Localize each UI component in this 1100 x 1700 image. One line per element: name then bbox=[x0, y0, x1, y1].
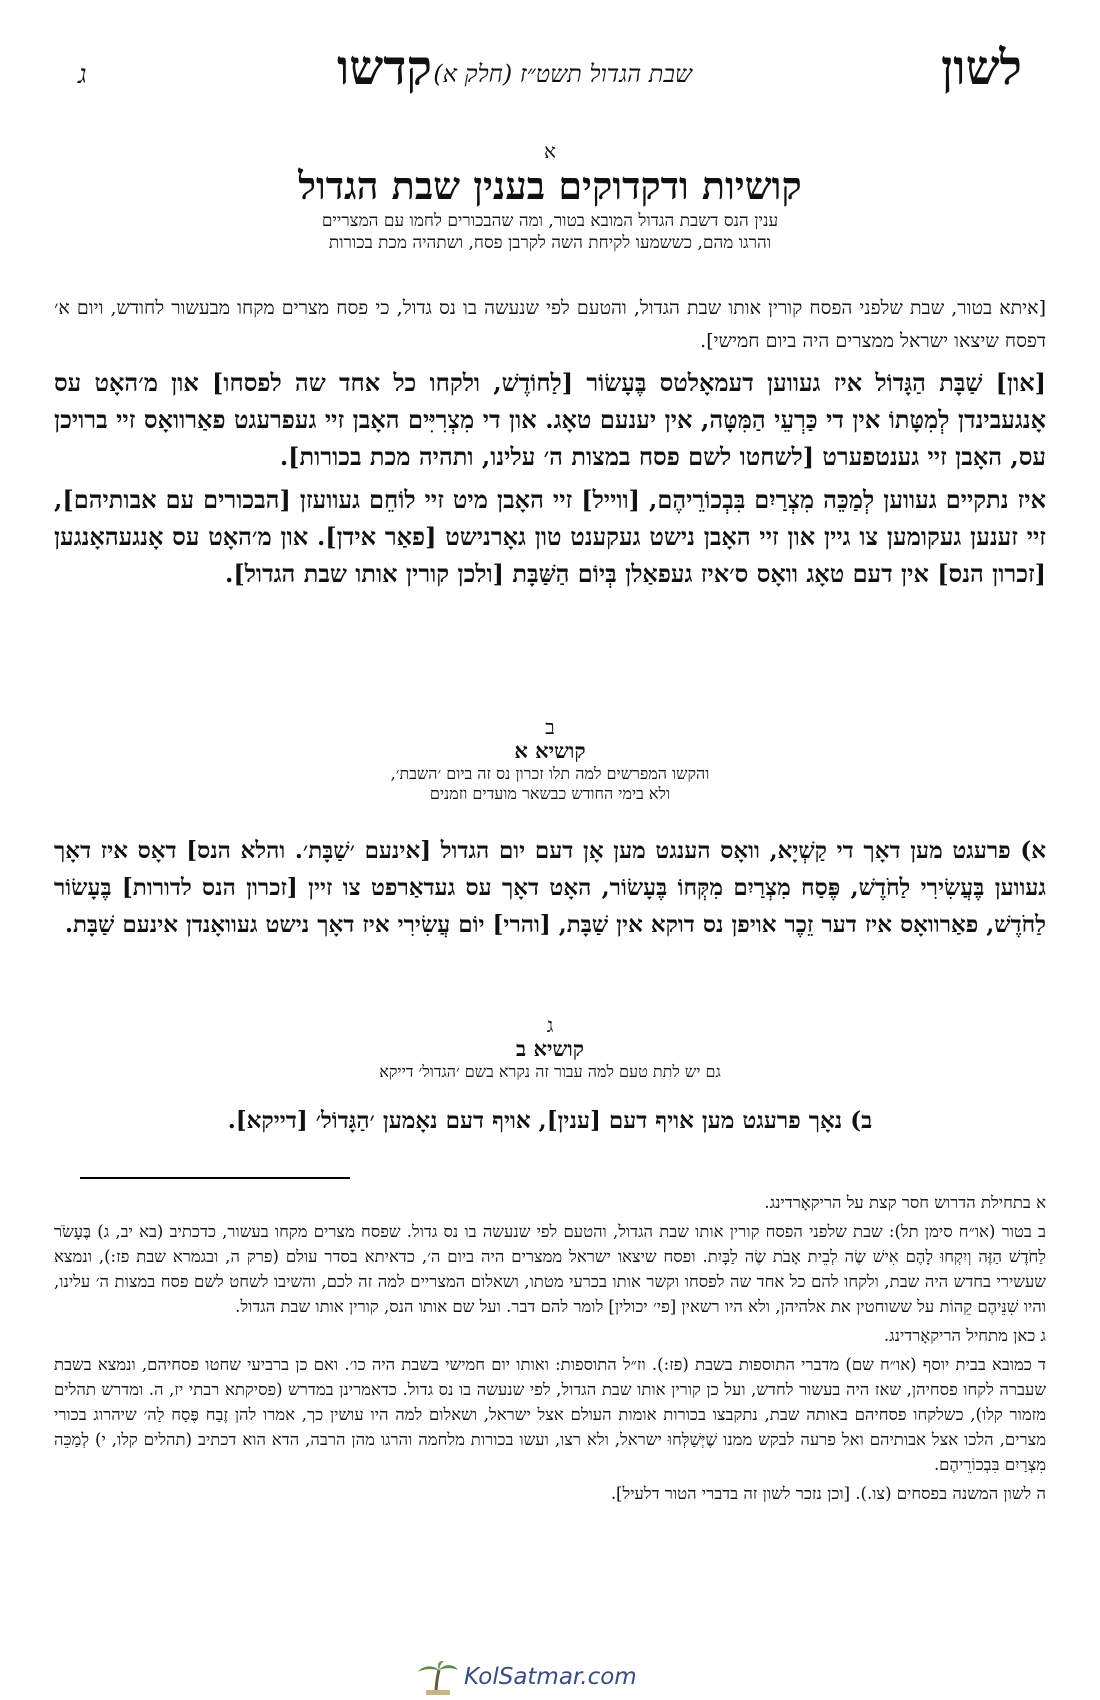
watermark-text: KolSatmar.com bbox=[464, 1664, 637, 1690]
section-b-title: קושיא א bbox=[514, 738, 586, 763]
palm-tree-logo-icon bbox=[412, 1660, 462, 1696]
section-c-title: קושיא ב bbox=[516, 1036, 584, 1061]
kushia-b-paragraph: ב) נאָך פרעגט מען אויף דעם [ענין], אויף דעם נאָמען ׳הַגָּדוֹל׳ [דייקא]. bbox=[227, 1107, 873, 1134]
section-b-body bbox=[54, 832, 1046, 943]
kushia-a-paragraph: א) פרעגט מען דאָך די קַשְׁיָא, וואָס הענגט מען אָן דעם יום הגדול [אינעם ׳שַׁבָּת׳. והלא הנס] דאָס איז דאָך געווען בֶּעֲשִׂירִי לַחֹדֶשׁ, פֶּסַח מִצְרַיִם מִקְּחוֹ בֶּעָשׂוֹר, האָט דאָך עס געדאַרפט צו זיין [זכרון הנס לדורות] בֶּעָשׂוֹר לַחֹדֶשׁ, פאַרוואָס איז דער זֵכֶר אויפן נס דוקא אין שַׁבָּת, [והרי] יוֹם עֲשִׂירִי איז דאָך נישט געוואָנדן אינעם שַׁבָּת. bbox=[54, 837, 1046, 938]
section-b-letter: ב bbox=[545, 715, 555, 739]
section-c-subtitle: גם יש לתת טעם למה עבור זה נקרא בשם ׳הגדול׳ דייקא bbox=[379, 1062, 721, 1081]
section-c-heading bbox=[54, 1014, 1046, 1082]
header-word-left: קדשו bbox=[336, 40, 432, 96]
section-a-letter: א bbox=[543, 139, 556, 163]
section-a-subtitle-1: ענין הנס דשבת הגדול המובא בטור, ומה שהבכורים לחמו עם המצריים bbox=[321, 211, 779, 231]
page-number: ג bbox=[78, 60, 87, 90]
footnote-c: ג כאן מתחיל הריקאָרדינג. bbox=[883, 1326, 1046, 1345]
footnote-b: ב בטור (או״ח סימן תל): שבת שלפני הפסח קורין אותו שבת הגדול, והטעם לפי שנעשה בו נס גדול. שפסח מצרים מקחו בעשור, כדכתיב (בא יב, ג) בֶּעָשֹׂר לַחֹדֶשׁ הַזֶּה וְיִקְחוּ לָהֶם אִישׁ שֶׂה לְבֵית אָבֹת שֶׂה לַבָּיִת. ופסח שיצאו ישראל ממצרים היה ביום ה׳, כדאיתא בסדר עולם (פרק ה, ובגמרא שבת פז:), ונמצא שעשירי בחדש היה שבת, ולקחו להם כל אחד שה לפסחו וקשר אותו בכרעי מטתו, ושאלום המצריים למה זה לכם, והשיבו לשחט לשם פסח במצות ה׳ עלינו, והיו שִׁנֵּיהֶם קֵהוֹת על ששוחטין את אלהיהן, ולא היו רשאין [פי׳ יכולין] לומר להם דבר. ועל שם אותו הנס, קורין אותו שבת הגדול. bbox=[54, 1222, 1046, 1316]
section-a-intro: [איתא בטור, שבת שלפני הפסח קורין אותו שבת הגדול, והטעם לפי שנעשה בו נס גדול, כי פסח מצרים מקחו מבעשור לחודש, ויום א׳ דפסח שיצאו ישראל ממצרים היה ביום חמישי]. bbox=[54, 297, 1046, 352]
page-header bbox=[78, 40, 1022, 104]
header-word-right: לשון bbox=[941, 40, 1022, 96]
section-a-paragraph-1: [און] שַׁבָּת הַגָּדוֹל איז געווען דעמאָלטס בֶּעָשׂוֹר [לַחוֹדֶשׁ, ולקחו כל אחד שה לפסחו] און מ׳האָט עס אָנגעבינדן לְמִטָּתוֹ אין די כַּרְעֵי הַמִּטָּה, אין יענעם טאָג. און די מִצְרִיִּים האָבן זיי געפרעגט פאַרוואָס זיי ברויכן עס, האָבן זיי גענטפערט [לשחטו לשם פסח במצות ה׳ עלינו, ותהיה מכת בכורות]. bbox=[54, 368, 1046, 471]
footnotes bbox=[54, 1190, 1046, 1510]
section-b-subtitle-2: ולא בימי החודש כבשאר מועדים וזמנים bbox=[429, 784, 671, 803]
header-subtitle: שבת הגדול תשט״ז (חלק א) bbox=[433, 60, 692, 88]
section-b-subtitle-1: והקשו המפרשים למה תלו זכרון נס זה ביום ׳השבת׳, bbox=[390, 764, 710, 783]
section-a-subtitle-2: והרגו מהם, כששמעו לקיחת השה לקרבן פסח, ושתהיה מכת בכורות bbox=[328, 233, 772, 253]
footnote-divider bbox=[80, 1177, 350, 1179]
section-c-body bbox=[54, 1102, 1046, 1139]
section-b-heading bbox=[54, 716, 1046, 804]
section-a-body bbox=[54, 292, 1046, 592]
section-c-letter: ג bbox=[546, 1013, 554, 1037]
footnote-e: ה לשון המשנה בפסחים (צו.). [וכן נזכר לשון זה בדברי הטור דלעיל]. bbox=[610, 1484, 1046, 1503]
section-a-title: קושיות ודקדוקים בענין שבת הגדול bbox=[298, 163, 802, 208]
section-a-heading bbox=[54, 140, 1046, 254]
watermark bbox=[412, 1660, 688, 1696]
section-a-paragraph-2: איז נתקיים געווען לְמַכֵּה מִצְרַיִם בִּבְכוֹרֵיהֶם, [ווייל] זיי האָבן מיט זיי לוֹחֵם געוועזן [הבכורים עם אבותיהם], זיי זענען געקומען צו גיין און זיי האָבן נישט געקענט טון גאָרנישט [פאַר אידן]. און מ׳האָט עס אָנגעהאָנגען [זכרון הנס] אין דעם טאָג וואָס ס׳איז געפאַלן בְּיוֹם הַשַּׁבָּת [ולכן קורין אותו שבת הגדול]. bbox=[54, 485, 1046, 588]
footnote-a: א בתחילת הדרוש חסר קצת על הריקאָרדינג. bbox=[764, 1193, 1046, 1212]
footnote-d: ד כמובא בבית יוסף (או״ח שם) מדברי התוספות בשבת (פז:). וז״ל התוספות: ואותו יום חמישי בשבת היה כו׳. ואם כן ברביעי שחטו פסחיהם, ונמצא בשבת שעברה לקחו פסחיהן, שאז היה בעשור לחדש, ועל כן קורין אותו שבת הגדול, לפי שנעשה בו נס גדול. כדאמרינן במדרש (פסיקתא רבתי יז, ה. ומדרש תהלים מזמור קלו), כשלקחו פסחיהם באותה שבת, נתקבצו בכורות אומות העולם אצל ישראל, ושאלום למה היו עושין כך, אמרו להן זֶבַח פֶּסַח לַה׳ שיהרוג בכורי מצרים, הלכו אצל אבותיהם ואל פרעה לבקש ממנו שֶׁיְּשַׁלְּחוּ ישראל, ולא רצו, ועשו בכורות מלחמה והרגו מהן הרבה, הדא הוא דכתיב (תהלים קלו, י) לְמַכֵּה מִצְרַיִם בִּבְכוֹרֵיהֶם. bbox=[54, 1355, 1046, 1474]
